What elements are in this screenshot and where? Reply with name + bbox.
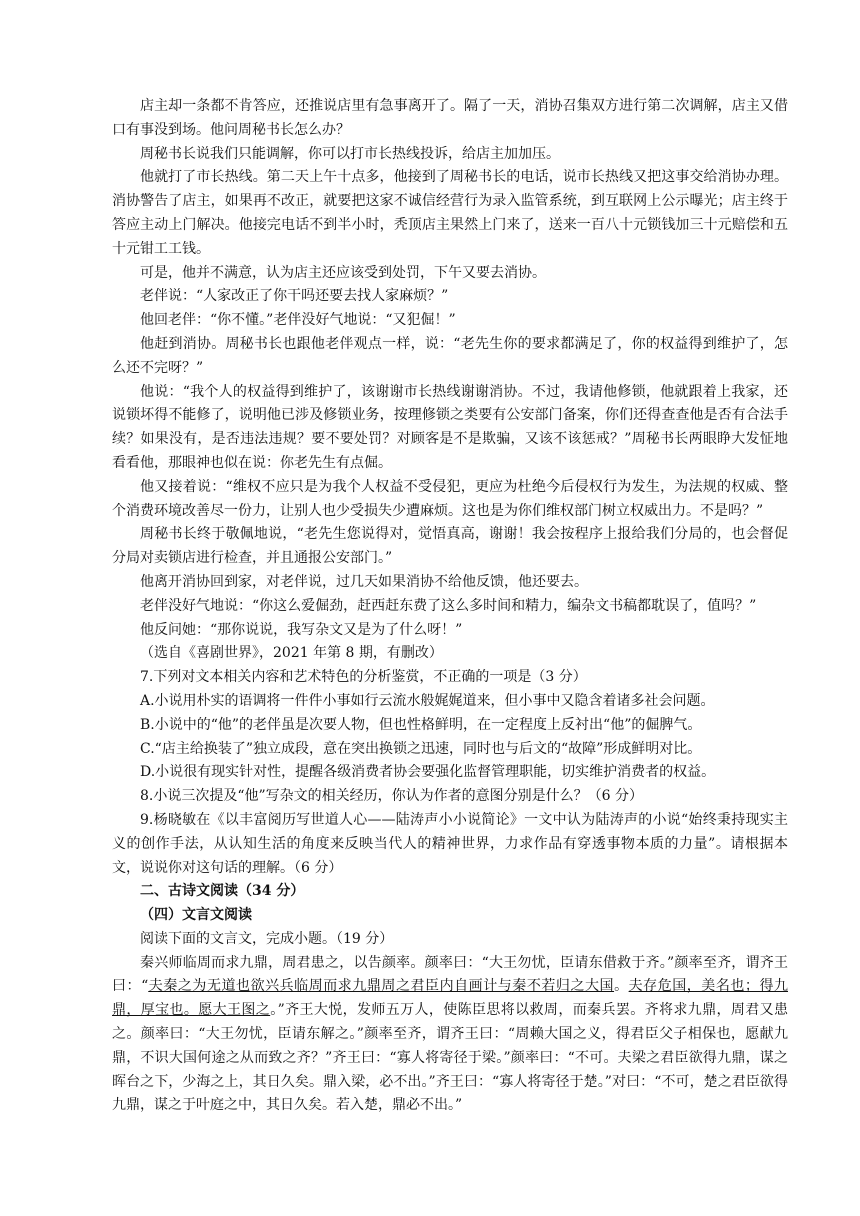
story-paragraph: 老伴没好气地说：“你这么爱倔劲，赶西赶东费了这么多时间和精力，编杂文书稿都耽误了，值吗？” [140, 597, 757, 614]
classical-text [112, 952, 788, 1119]
section-heading: 二、古诗文阅读（34 分） [140, 883, 305, 900]
story-paragraph: 他又接着说：“维权不应只是为我个人权益不受侵犯，更应为杜绝今后侵权行为发生，为法规的权威、整个消费环境改善尽一份力，让别人也少受损失少遭麻烦。这也是为你们维权部门树立权威出力。不是吗？” [112, 478, 788, 519]
story-paragraph: 周秘书长终于敬佩地说，“老先生您说得对，觉悟真高，谢谢！我会按程序上报给我们分局的，也会督促分局对卖锁店进行检查，并且通报公安部门。” [112, 526, 788, 567]
story-paragraph: 他说：“我个人的权益得到维护了，该谢谢市长热线谢谢消协。不过，我请他修锁，他就跟着上我家，还说锁坏得不能修了，说明他已涉及修锁业务，按理修锁之类要有公安部门备案，你们还得查查他是否有合法手续？如果没有，是否违法违规？要不要处罚？对顾客是不是欺骗，又该不该惩戒？”周秘书长两眼睁大发怔地看看他，那眼神也似在说：你老先生有点倔。 [112, 383, 788, 471]
subsection-heading: （四）文言文阅读 [140, 907, 252, 924]
story-paragraph: 他回老伴：“你不懂。”老伴没好气地说：“又犯倔！” [140, 312, 456, 329]
story-paragraph: 店主却一条都不肯答应，还推说店里有急事离开了。隔了一天，消协召集双方进行第二次调解，店主又借口有事没到场。他问周秘书长怎么办？ [112, 98, 788, 138]
question-7: 7.下列对文本相关内容和艺术特色的分析鉴赏，不正确的一项是（3 分） [140, 669, 587, 686]
option-c: C.“店主给换装了”独立成段，意在突出换锁之迅速，同时也与后文的“故障”形成鲜明对比。 [140, 740, 702, 757]
story-paragraph: 老伴说：“人家改正了你干吗还要去找人家麻烦？” [140, 288, 449, 305]
story-paragraph: 他反问她：“那你说说，我写杂文又是为了什么呀！” [140, 621, 463, 638]
underlined-sentence-1: 夫秦之为无道也欲兴兵临周而求九鼎周之君臣内自画计与秦不若归之大国 [148, 978, 615, 995]
question-9: 9.杨晓敏在《以丰富阅历写世道人心——陆涛声小小说简论》一文中认为陆涛声的小说“始终秉持现实主义的创作手法，从认知生活的角度来反映当代人的精神世界，力求作品有穿透事物本质的力量”。请根据本文，说说你对这句话的理解。（6 分） [112, 811, 788, 876]
document-page [112, 95, 788, 1118]
source-note: （选自《喜剧世界》，2021 年第 8 期，有删改） [140, 645, 443, 662]
underlined-sentence-2: 夫存危国，美名也；得九鼎，厚宝也。愿大王图之 [112, 978, 789, 1019]
classical-text-part: 。 [614, 978, 629, 995]
question-8: 8.小说三次提及“他”写杂文的相关经历，你认为作者的意图分别是什么？（6 分） [140, 788, 644, 805]
story-paragraph: 周秘书长说我们只能调解，你可以打市长热线投诉，给店主加加压。 [140, 145, 560, 162]
option-d: D.小说很有现实针对性，提醒各级消费者协会要强化监督管理职能，切实维护消费者的权益。 [140, 764, 716, 781]
instruction: 阅读下面的文言文，完成小题。（19 分） [140, 930, 394, 947]
story-paragraph: 他赶到消协。周秘书长也跟他老伴观点一样，说：“老先生你的要求都满足了，你的权益得到维护了，怎么还不完呀？” [112, 335, 788, 376]
classical-text-part: 。”齐王大悦，发师五万人，使陈臣思将以救周，而秦兵罢。齐将求九鼎，周君又患之。颜率曰：“大王勿忧，臣请东解之。”颜率至齐，谓齐王曰：“周赖大国之义，得君臣父子相保也，愿献九鼎，不识大国何途之从而致之齐？”齐王曰：“寡人将寄径于梁。”颜率曰：“不可。夫梁之君臣欲得九鼎，谋之晖台之下，少海之上，其日久矣。鼎入梁，必不出。”齐王曰：“寡人将寄径于楚。”对曰：“不可，楚之君臣欲得九鼎，谋之于叶庭之中，其日久矣。若入楚，鼎必不出。” [112, 1002, 789, 1114]
story-paragraph: 可是，他并不满意，认为店主还应该受到处罚，下午又要去消协。 [140, 264, 546, 281]
option-a: A.小说用朴实的语调将一件件小事如行云流水般娓娓道来，但小事中又隐含着诸多社会问题。 [140, 692, 715, 709]
classical-text-part: 秦兴师临周而求九鼎，周君患之，以告颜率。颜率曰：“大王勿忧，臣请东借救于齐。”颜率至齐，谓齐王曰：“ [112, 954, 788, 995]
story-paragraph: 他离开消协回到家，对老伴说，过几天如果消协不给他反馈，他还要去。 [140, 573, 588, 590]
option-b: B.小说中的“他”的老伴虽是次要人物，但也性格鲜明，在一定程度上反衬出“他”的倔脾气。 [140, 716, 702, 733]
story-paragraph: 他就打了市长热线。第二天上午十点多，他接到了周秘书长的电话，说市长热线又把这事交给消协办理。消协警告了店主，如果再不改正，就要把这家不诚信经营行为录入监管系统，到互联网上公示曝光；店主终于答应主动上门解决。他接完电话不到半小时，秃顶店主果然上门来了，送来一百八十元锁钱加三十元赔偿和五十元钳工工钱。 [112, 169, 788, 257]
